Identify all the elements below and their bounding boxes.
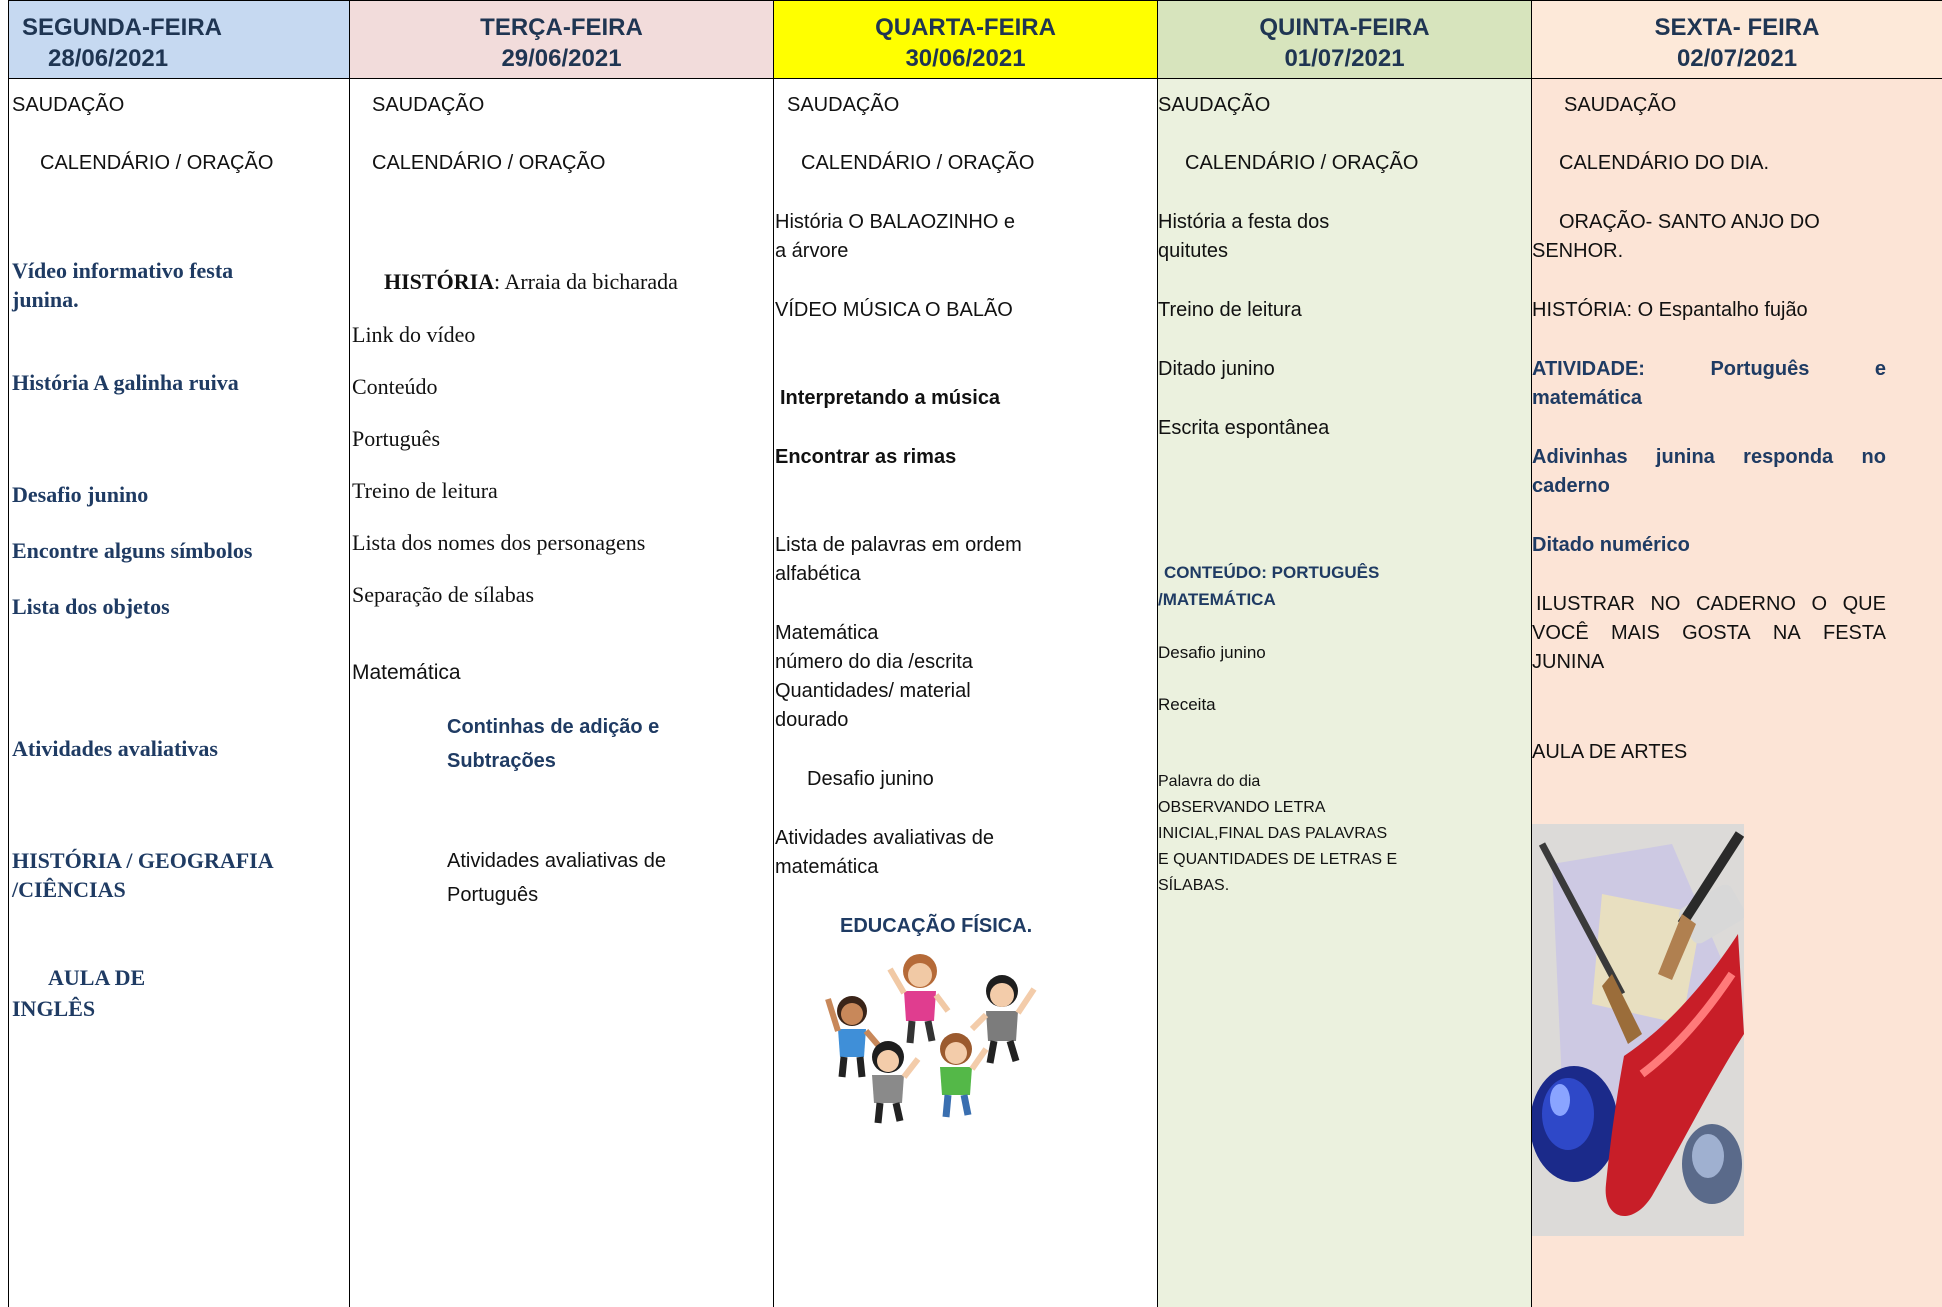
conteudo-matematica: /MATEMÁTICA (1158, 590, 1276, 609)
quantidades: Quantidades/ material (775, 680, 971, 702)
ilustrar-w5: QUE (1842, 593, 1886, 615)
day-date: 28/06/2021 (48, 45, 169, 72)
atividade-portugues (1532, 355, 1886, 384)
oracao-anjo-2: SENHOR. (1532, 240, 1624, 262)
kid-pink (890, 954, 948, 1043)
lista-palavras: Lista de palavras em ordem (775, 534, 1022, 556)
header-quarta (774, 0, 1157, 79)
grid-line (349, 0, 350, 1307)
historia-quitutes-2: quitutes (1158, 240, 1229, 262)
atividade-w1: ATIVIDADE: (1532, 358, 1645, 380)
historia-text: : Arraia da bicharada (494, 269, 678, 294)
silabas: SÍLABAS. (1158, 877, 1230, 894)
dourado: dourado (775, 709, 849, 731)
atividade-w3: e (1874, 358, 1886, 380)
lista-nomes: Lista dos nomes dos personagens (352, 530, 646, 555)
avaliativas-portugues-2: Português (447, 884, 539, 906)
adivinhas-w2: junina (1655, 446, 1715, 468)
day-name: SEGUNDA-FEIRA (22, 14, 223, 41)
day-date: 29/06/2021 (501, 45, 622, 72)
historia-balaozinho: História O BALAOZINHO e (775, 211, 1016, 233)
header-quinta (1158, 0, 1531, 79)
body-quarta (774, 79, 1157, 1307)
grey-paint-cap (1682, 1124, 1742, 1204)
adivinhas-w3: responda (1743, 446, 1834, 468)
header-terca (350, 0, 773, 79)
historia-label: HISTÓRIA (384, 269, 495, 294)
calendario-dia: CALENDÁRIO DO DIA. (1559, 152, 1770, 174)
column-sexta (1532, 0, 1942, 1307)
aula-ingles-2: INGLÊS (12, 996, 96, 1021)
day-date: 01/07/2021 (1284, 45, 1405, 72)
matematica: Matemática (775, 622, 879, 644)
ilustrar-w6: VOCÊ (1532, 622, 1589, 644)
aula-artes: AULA DE ARTES (1532, 741, 1688, 763)
adivinhas-w4: no (1861, 446, 1886, 468)
desafio-junino: Desafio junino (12, 482, 149, 507)
saudacao: SAUDAÇÃO (12, 94, 125, 116)
ilustrar-junina: JUNINA (1532, 651, 1605, 673)
avaliativas-matematica: Atividades avaliativas de (775, 827, 995, 849)
desafio-junino: Desafio junino (1158, 643, 1266, 662)
adivinhas-caderno: caderno (1532, 475, 1610, 497)
column-segunda (8, 0, 349, 1307)
day-name: QUARTA-FEIRA (875, 14, 1056, 41)
kid-grey (972, 975, 1034, 1063)
ilustrar-w2: NO (1650, 593, 1681, 615)
ilustrar-w3: CADERNO (1695, 593, 1796, 615)
treino-leitura: Treino de leitura (352, 478, 498, 503)
portugues: Português (352, 426, 440, 451)
link-video: Link do vídeo (352, 322, 476, 347)
column-quarta (774, 0, 1157, 1307)
avaliativas-portugues: Atividades avaliativas de (447, 850, 667, 872)
lista-palavras-2: alfabética (775, 563, 861, 585)
escrita-espontanea: Escrita espontânea (1158, 417, 1330, 439)
day-date: 30/06/2021 (905, 45, 1026, 72)
ilustrar-line-2 (1532, 619, 1886, 648)
adivinhas-w1: Adivinhas (1532, 446, 1628, 468)
grid-line (8, 0, 9, 1307)
atividades-avaliativas: Atividades avaliativas (12, 736, 218, 761)
interpretando-musica: Interpretando a música (780, 387, 1001, 409)
saudacao: SAUDAÇÃO (1158, 94, 1271, 116)
atividade-matematica: matemática (1532, 387, 1643, 409)
kid-green (940, 1033, 986, 1117)
calendario-oracao: CALENDÁRIO / ORAÇÃO (801, 152, 1035, 174)
body-sexta (1532, 79, 1942, 1307)
adivinhas-junina (1532, 443, 1886, 472)
oracao-anjo: ORAÇÃO- SANTO ANJO DO (1559, 211, 1820, 233)
ilustrar-w10: FESTA (1822, 622, 1886, 644)
historia-espantalho: HISTÓRIA: O Espantalho fujão (1532, 299, 1808, 321)
column-terca (350, 0, 773, 1307)
ilustrar-w1: ILUSTRAR (1536, 593, 1635, 615)
treino-leitura: Treino de leitura (1158, 299, 1302, 321)
saudacao: SAUDAÇÃO (372, 94, 485, 116)
historia-geografia: HISTÓRIA / GEOGRAFIA (12, 848, 274, 873)
kid-blue (828, 996, 878, 1077)
educacao-fisica: EDUCAÇÃO FÍSICA. (840, 915, 1033, 937)
lista-objetos: Lista dos objetos (12, 594, 170, 619)
conteudo: Conteúdo (352, 374, 438, 399)
encontre-simbolos: Encontre alguns símbolos (12, 538, 253, 563)
ditado-numerico: Ditado numérico (1532, 534, 1690, 556)
numero-do-dia: número do dia /escrita (775, 651, 973, 673)
header-sexta (1532, 0, 1942, 79)
kid-yellow (872, 1041, 918, 1123)
aula-ingles: AULA DE (48, 965, 146, 990)
video-festa: Vídeo informativo festa (12, 258, 234, 283)
paint-brushes-illustration (1532, 824, 1744, 1236)
video-festa-2: junina. (12, 287, 79, 312)
desafio-junino: Desafio junino (807, 768, 934, 790)
conteudo-portugues: CONTEÚDO: PORTUGUÊS (1164, 563, 1380, 582)
quantidades-letras: E QUANTIDADES DE LETRAS E (1158, 851, 1398, 868)
calendario-oracao: CALENDÁRIO / ORAÇÃO (1185, 152, 1419, 174)
avaliativas-matematica-2: matemática (775, 856, 879, 878)
body-quinta (1158, 79, 1531, 1307)
ditado-junino: Ditado junino (1158, 358, 1275, 380)
body-segunda (8, 79, 349, 1307)
encontrar-rimas: Encontrar as rimas (775, 446, 957, 468)
column-quinta (1158, 0, 1531, 1307)
header-segunda (8, 0, 349, 79)
kids-exercising-illustration (822, 949, 1052, 1129)
historia-quitutes: História a festa dos (1158, 211, 1330, 233)
historia-balaozinho-2: a árvore (775, 240, 849, 262)
blue-paint-cap (1532, 1066, 1618, 1182)
historia-geografia-2: /CIÊNCIAS (12, 877, 126, 902)
separacao-silabas: Separação de sílabas (352, 582, 535, 607)
grid-line (773, 0, 774, 1307)
atividade-w2: Português (1710, 358, 1810, 380)
ilustrar-line-1 (1536, 590, 1886, 619)
receita: Receita (1158, 695, 1216, 714)
palavra-do-dia: Palavra do dia (1158, 773, 1261, 790)
day-name: QUINTA-FEIRA (1259, 14, 1430, 41)
top-border (8, 0, 1942, 1)
historia-galinha: História A galinha ruiva (12, 370, 239, 395)
continhas-2: Subtrações (447, 750, 556, 772)
saudacao: SAUDAÇÃO (787, 94, 900, 116)
inicial-final: INICIAL,FINAL DAS PALAVRAS (1158, 825, 1388, 842)
body-terca (350, 79, 773, 1307)
ilustrar-w8: GOSTA (1682, 622, 1751, 644)
grid-line (1531, 0, 1532, 1307)
day-name: TERÇA-FEIRA (480, 14, 643, 41)
ilustrar-w4: O (1811, 593, 1828, 615)
saudacao: SAUDAÇÃO (1564, 94, 1677, 116)
observando-letra: OBSERVANDO LETRA (1158, 799, 1326, 816)
day-date: 02/07/2021 (1676, 45, 1798, 72)
calendario-oracao: CALENDÁRIO / ORAÇÃO (372, 152, 606, 174)
grid-line (1157, 0, 1158, 1307)
video-musica: VÍDEO MÚSICA O BALÃO (775, 299, 1013, 321)
calendario-oracao: CALENDÁRIO / ORAÇÃO (40, 152, 274, 174)
historia-arraia (384, 267, 678, 297)
matematica: Matemática (352, 661, 461, 684)
day-name: SEXTA- FEIRA (1654, 14, 1820, 41)
ilustrar-w9: NA (1772, 622, 1801, 644)
ilustrar-w7: MAIS (1610, 622, 1660, 644)
continhas: Continhas de adição e (447, 716, 660, 738)
